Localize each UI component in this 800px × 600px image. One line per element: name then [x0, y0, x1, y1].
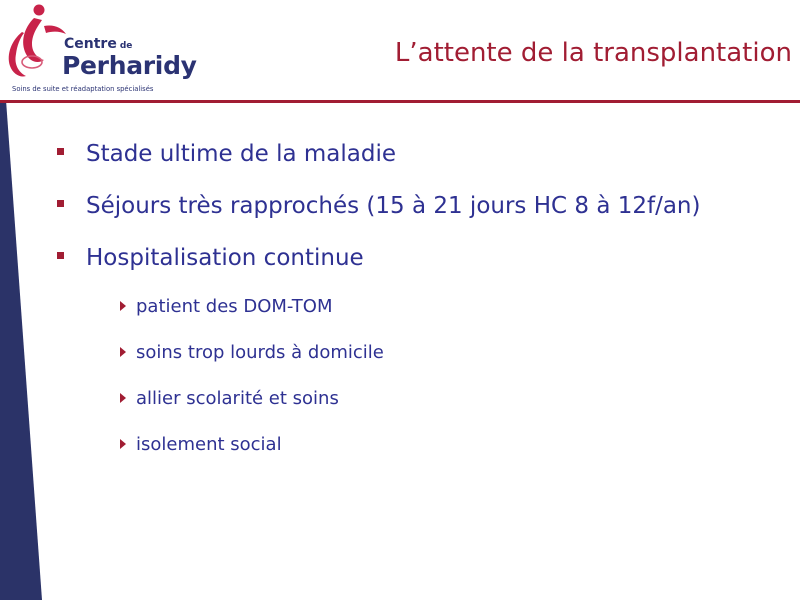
slide-content: [56, 128, 756, 468]
slide-title: L’attente de la transplantation: [394, 38, 792, 68]
logo-name: Perharidy: [62, 51, 197, 80]
bullet-list: [56, 128, 756, 468]
bullet-text: Séjours très rapprochés (15 à 21 jours HC 8 à 12f/an): [86, 193, 701, 219]
sub-bullet-text: soins trop lourds à domicile: [136, 342, 384, 363]
square-bullet-icon: [57, 148, 64, 155]
bullet-item: [56, 128, 756, 180]
sub-bullet-text: allier scolarité et soins: [136, 388, 339, 409]
arrow-bullet-icon: [120, 439, 126, 449]
logo-tagline: Soins de suite et réadaptation spécialisés: [12, 85, 154, 93]
arrow-bullet-icon: [120, 347, 126, 357]
logo-centre-text: [64, 36, 132, 52]
sub-bullet-text: patient des DOM-TOM: [136, 296, 333, 317]
bullet-item: [56, 232, 756, 468]
logo-figure-icon: [4, 2, 70, 86]
arrow-bullet-icon: [120, 393, 126, 403]
logo-centre-word: Centre: [64, 36, 117, 52]
sub-bullet-item: [106, 376, 756, 422]
arrow-bullet-icon: [120, 301, 126, 311]
sub-bullet-item: [106, 330, 756, 376]
sub-bullet-list: [106, 284, 756, 468]
bullet-text: Hospitalisation continue: [86, 245, 364, 271]
sub-bullet-text: isolement social: [136, 434, 282, 455]
top-rule: [0, 100, 800, 103]
square-bullet-icon: [57, 252, 64, 259]
square-bullet-icon: [57, 200, 64, 207]
logo-de-word: de: [119, 41, 133, 51]
bullet-item: [56, 180, 706, 232]
sub-bullet-item: [106, 422, 756, 468]
bullet-text: Stade ultime de la maladie: [86, 141, 396, 167]
logo: [4, 2, 214, 98]
sub-bullet-item: [106, 284, 756, 330]
